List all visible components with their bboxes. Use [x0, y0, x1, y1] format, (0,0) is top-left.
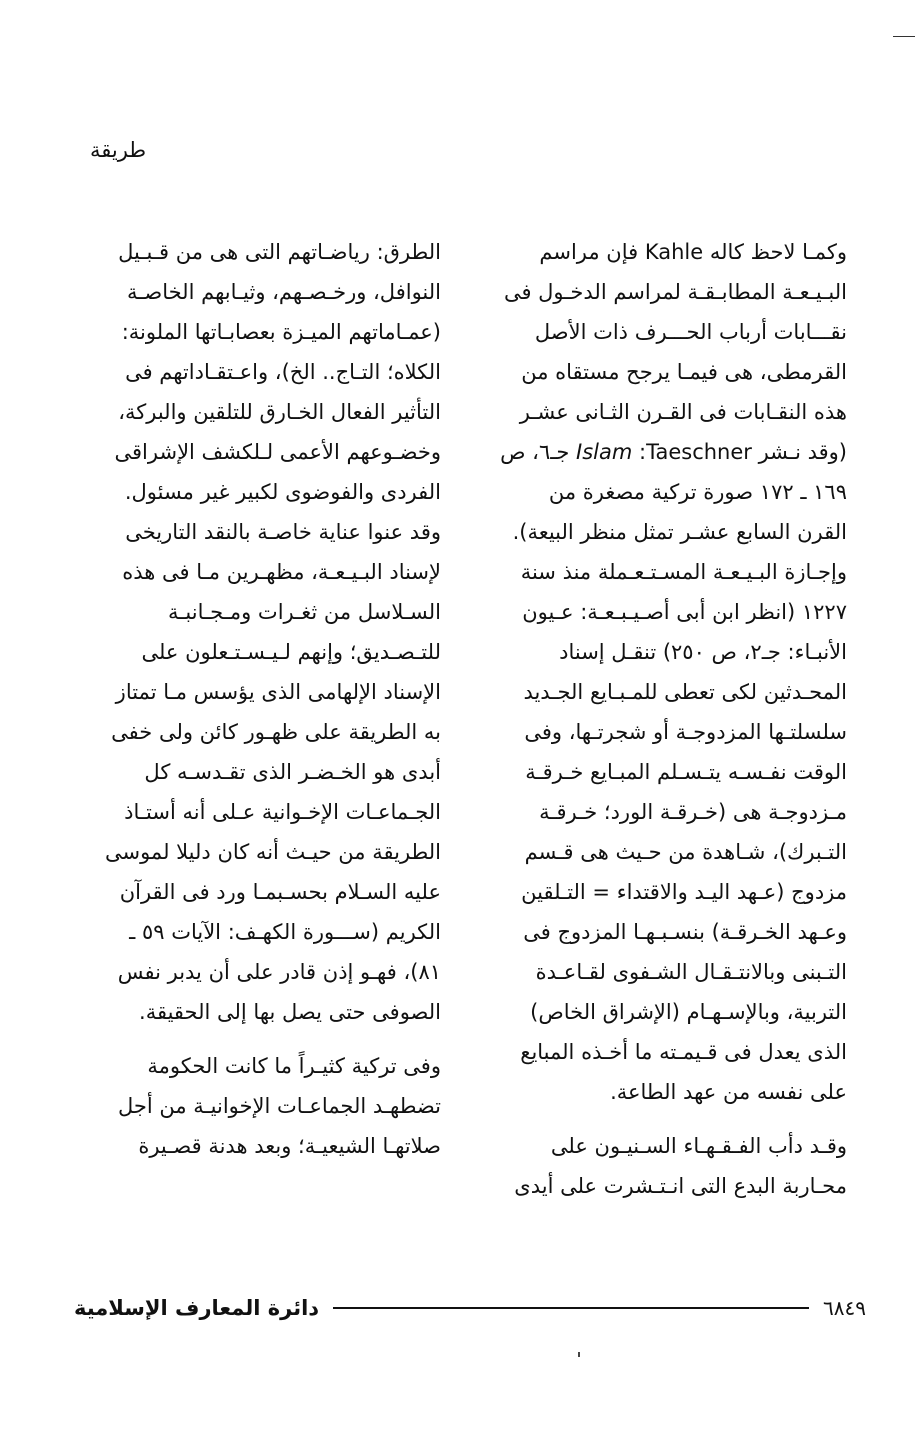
right-column-paragraph-1: [492, 232, 847, 1112]
left-column-paragraph-2: وفى تركية كثيـراً ما كانت الحكومة تضطهـد الجماعـات الإخوانيـة من أجل صلاتهـا الشيعيـة؛ وبعد هدنة قصـيرة: [117, 1054, 441, 1158]
right-column-paragraph-2: وقـد دأب الفـقـهـاء السـنيـون على محـاربة البدع التى انـتـشرت على أيدى: [514, 1134, 847, 1198]
scan-edge-mark: [893, 36, 915, 37]
right-p1-text-d: جـ٦، ص ١٦٩ ـ ١٧٢ صورة تركية مصغرة من القرن السابع عشـر تمثل منظر البيعة). وإجـازة البـيـعـة المسـتـعـملة منذ سنة ١٢٢٧ (انظر ابن أبى أصـيـبـعـة: عـيون الأنبـاء: جـ٢، ص ٢٥٠) تنقـل إسناد المحـدثين لكى تعطى للمـبـايع الجـديد سلسلتـها المزدوجـة أو شجرتـها، وفى الوقت نفـسـه يتـسـلم المبـايع خـرقـة مـزدوجـة هى (خـرقـة الورد؛ خـرقـة التـبرك)، شـاهدة من حـيث هى قـسم مزدوج (عـهد اليـد والاقتداء = التـلقين وعـهد الخـرقـة) بنسـبـهـا المزدوج فى التـبنى وبالانتـقـال الشـفوى لقـاعـدة التربية، وبالإسـهـام (الإشراق الخاص) الذى يعدل فى قـيمـته ما أخـذه المبايع على نفسه من عهد الطاعة.: [500, 440, 847, 1104]
page-footer: [74, 1291, 866, 1325]
right-p1-text-b: فإن مراسم البـيـعـة المطابـقـة لمراسم الدخـول فى نقـــابات أرباب الحـــرف ذات الأصل القرمطى، هى فيمـا يرجح مستقاه من هذه النقـابات فى القـرن الثـانى عشـر (وقد نـشر: [503, 240, 847, 464]
latin-name-kahle: Kahle: [644, 240, 704, 264]
footer-title: دائرة المعارف الإسلامية: [74, 1296, 320, 1320]
latin-title-islam: Islam: [576, 440, 633, 464]
running-head: طريقة: [90, 138, 147, 162]
footer-rule: [333, 1307, 809, 1309]
left-column: [71, 232, 441, 1166]
right-column: [492, 232, 847, 1206]
latin-name-taeschner: Taeschner: [646, 440, 752, 464]
page-number: ٦٨٤٩: [823, 1296, 866, 1320]
right-p1-text-a: وكمـا لاحظ كاله: [703, 240, 847, 264]
right-p1-text-c: :: [632, 440, 647, 464]
left-column-paragraph-1: الطرق: رياضـاتهم التى هى من قـبـيل النوافل، ورخـصـهم، وثيـابهم الخاصـة (عمـاماتهم الميـزة بعصابـاتها الملونة: الكلاه؛ التـاج.. الخ)، واعـتقـاداتهم فى التأثير الفعال الخـارق للتلقين والبركة، وخضـوعهم الأعمى لـلكشف الإشراقى الفردى والفوضوى لكبير غير مسئول. وقد عنوا عناية خاصـة بالنقد التاريخى لإسناد البـيـعـة، مظهـرين مـا فى هذه السـلاسل من ثغـرات ومـجـانبـة للتـصـديق؛ وإنهم لـيـسـتـعلون على الإسناد الإلهامى الذى يؤسس مـا تمتاز به الطريقة على ظهـور كائن ولى خفى أبدى هو الخـضـر الذى تقـدسـه كل الجـماعـات الإخـوانية عـلى أنه أستـاذ الطريقة من حيـث أنه كان دليلا لموسى عليه السـلام بحسـبمـا ورد فى القرآن الكريم (ســـورة الكهـف: الآيات ٥٩ ـ ٨١)، فهـو إذن قادر على أن يدبر نفس الصوفى حتى يصل بها إلى الحقيقة.: [104, 240, 441, 1024]
scan-speck: [578, 1352, 580, 1357]
